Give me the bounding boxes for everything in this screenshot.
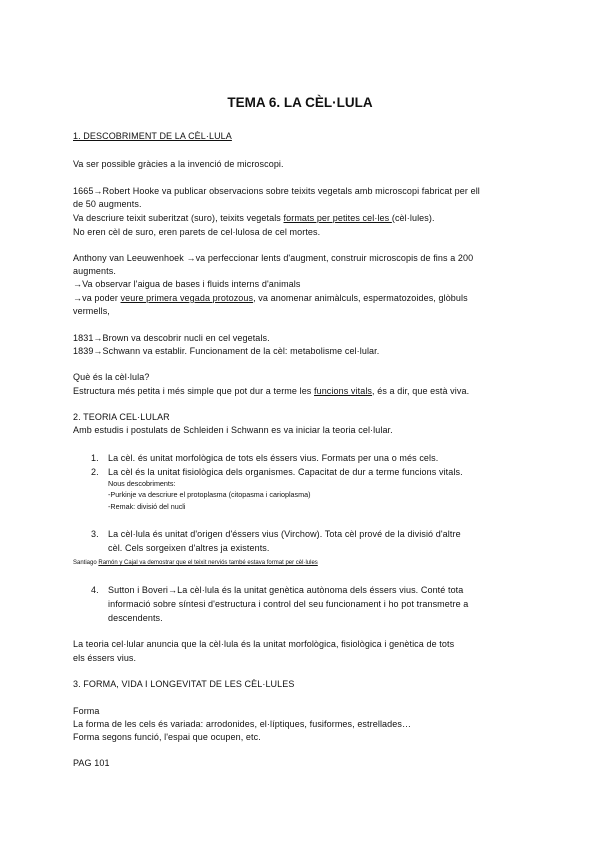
section-2-intro: Amb estudis i postulats de Schleiden i Schwann es va iniciar la teoria cel·lular.	[73, 425, 393, 435]
question-line: Què és la cèl·lula?	[73, 372, 150, 382]
list-item: La cèl és la unitat fisiològica dels organismes. Capacitat de dur a terme funcions vitals.	[108, 467, 463, 477]
leeuwenhoek-line-4: →va poder veure primera vegada protozous, va anomenar animàlculs, espermatozoides, glòbuls	[73, 293, 468, 303]
page-title: TEMA 6. LA CÈL·LULA	[227, 95, 373, 110]
underlined-phrase: funcions vitals	[314, 386, 373, 396]
summary-line-2: els éssers vius.	[73, 653, 137, 663]
hooke-line-2: de 50 augments.	[73, 199, 142, 209]
list-subitem: -Purkinje va descriure el protoplasma (citopasma i carioplasma)	[108, 490, 311, 499]
list-item-number: 2.	[91, 467, 99, 477]
list-subitem: -Remak: divisió del nucli	[108, 502, 186, 511]
list-item-continuation: informació sobre síntesi d'estructura i control del seu funcionament i ho pot transmetre a	[108, 599, 469, 609]
schwann-line: 1839→Schwann va establir. Funcionament de la cèl: metabolisme cel·lular.	[73, 346, 380, 356]
section-1-intro: Va ser possible gràcies a la invenció de microscopi.	[73, 159, 284, 169]
leeuwenhoek-line-5: vermells,	[73, 306, 110, 316]
list-item: La cèl. és unitat morfològica de tots els éssers vius. Formats per una o més cels.	[108, 453, 439, 463]
underlined-phrase: formats per petites cel·les	[283, 213, 392, 223]
hooke-line-3: Va descriure teixit suberitzat (suro), teixits vegetals formats per petites cel·les (cèl·lules).	[73, 213, 435, 223]
hooke-line-1: 1665→Robert Hooke va publicar observacions sobre teixits vegetals amb microscopi fabricat per ell	[73, 186, 480, 196]
section-3-line-2: Forma segons funció, l'espai que ocupen, etc.	[73, 732, 261, 742]
leeuwenhoek-line-2: augments.	[73, 266, 116, 276]
section-3-line-1: La forma de les cels és variada: arrodonides, el·líptiques, fusiformes, estrellades…	[73, 719, 412, 729]
list-item-continuation: descendents.	[108, 613, 163, 623]
list-item-number: 1.	[91, 453, 99, 463]
leeuwenhoek-line-3: →Va observar l'aigua de bases i fluids interns d'animals	[73, 279, 301, 289]
section-3-heading: 3. FORMA, VIDA I LONGEVITAT DE LES CÈL·LULES	[73, 679, 295, 689]
underlined-phrase: veure primera vegada protozous	[120, 293, 254, 303]
section-2-heading: 2. TEORIA CEL·LULAR	[73, 412, 170, 422]
hooke-line-4: No eren cèl de suro, eren parets de cel·lulosa de cel mortes.	[73, 227, 321, 237]
section-1-heading: 1. DESCOBRIMENT DE LA CÈL·LULA	[73, 131, 232, 141]
section-3-subheading: Forma	[73, 706, 100, 716]
page-number: PAG 101	[73, 758, 110, 768]
cajal-note: Santiago Ramón y Cajal va demostrar que el teixit nerviós també estava format per cèl·lules	[73, 560, 318, 566]
list-item-continuation: cèl. Cels sorgeixen d'altres ja existents.	[108, 543, 270, 553]
answer-line: Estructura més petita i més simple que pot dur a terme les funcions vitals, és a dir, que està viva.	[73, 386, 470, 396]
list-item-number: 4.	[91, 585, 99, 595]
summary-line-1: La teoria cel·lular anuncia que la cèl·lula és la unitat morfològica, fisiològica i genètica de tots	[73, 639, 455, 649]
list-subitem: Nous descobriments:	[108, 479, 176, 488]
leeuwenhoek-line-1: Anthony van Leeuwenhoek →va perfeccionar lents d'augment, construir microscopis de fins a 200	[73, 253, 474, 263]
list-item-number: 3.	[91, 529, 99, 539]
brown-line: 1831→Brown va descobrir nucli en cel vegetals.	[73, 333, 270, 343]
list-item: La cèl·lula és unitat d'origen d'éssers vius (Virchow). Tota cèl prové de la divisió d'altre	[108, 529, 461, 539]
underlined-phrase: Ramón y Cajal va demostrar que el teixit nerviós també estava format per cèl·lules	[98, 560, 318, 566]
list-item: Sutton i Boveri→La cèl·lula és la unitat genètica autònoma dels éssers vius. Conté tota	[108, 585, 464, 595]
